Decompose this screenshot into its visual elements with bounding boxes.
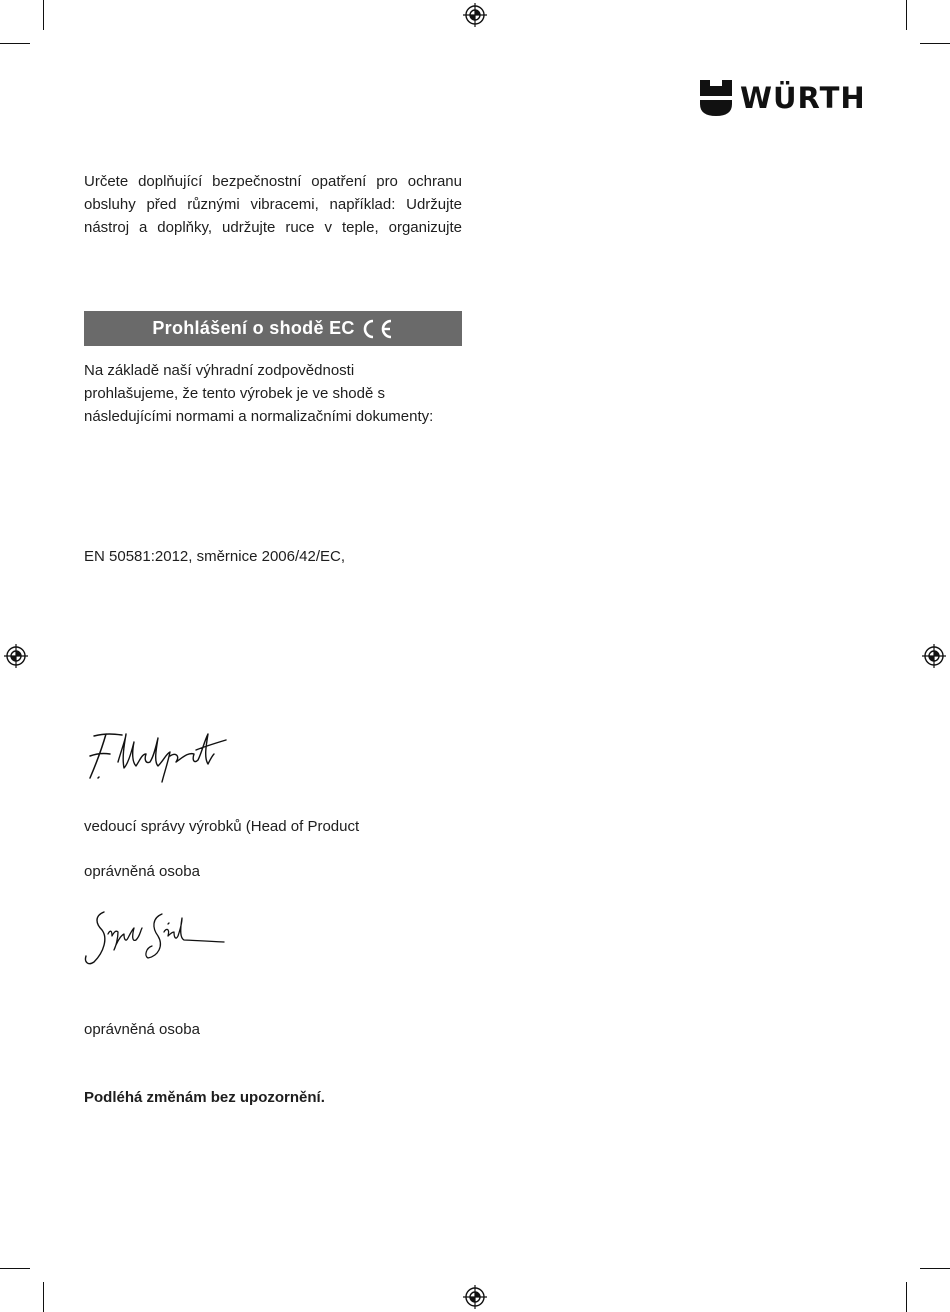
notice-text: Podléhá změnám bez upozornění. [84, 1089, 325, 1106]
crop-mark [906, 1282, 907, 1312]
paragraph-line: následujícími normami a normalizačními dokumenty: [84, 408, 434, 425]
brand-wordmark: WÜRTH [740, 81, 866, 115]
change-notice [84, 1086, 325, 1109]
crop-mark [43, 1282, 44, 1312]
wurth-castle-icon [700, 80, 732, 116]
paragraph-line: prohlašujeme, že tento výrobek je ve shodě s [84, 385, 386, 402]
declaration-title: Prohlášení o shodě EC [152, 318, 355, 338]
registration-mark-icon [463, 3, 487, 27]
ce-mark-icon [362, 319, 394, 339]
crop-mark [906, 0, 907, 30]
paragraph-line: obsluhy před různými vibracemi, například: Udržujte [84, 196, 462, 213]
registration-mark-icon [463, 1285, 487, 1309]
signature-1 [84, 728, 244, 784]
crop-mark [0, 1268, 30, 1269]
vibration-paragraph [84, 170, 462, 239]
crop-mark [920, 1268, 950, 1269]
role-text: oprávněná osoba [84, 1021, 200, 1038]
crop-mark [43, 0, 44, 30]
standards-text [84, 545, 345, 568]
signature-2 [82, 906, 232, 970]
signatory-role-2 [84, 860, 200, 883]
standards-line: EN 50581:2012, směrnice 2006/42/EC, [84, 548, 345, 565]
paragraph-line: nástroj a doplňky, udržujte ruce v teple, organizujte [84, 219, 462, 236]
crop-mark [0, 43, 30, 44]
crop-mark [920, 43, 950, 44]
signatory-role-3 [84, 1018, 200, 1041]
declaration-heading [84, 311, 462, 346]
paragraph-line: Na základě naší výhradní zodpovědnosti [84, 362, 355, 379]
registration-mark-icon [4, 644, 28, 668]
role-text: oprávněná osoba [84, 863, 200, 880]
role-text: vedoucí správy výrobků (Head of Product [84, 818, 360, 835]
registration-mark-icon [922, 644, 946, 668]
declaration-paragraph [84, 359, 433, 428]
paragraph-line: Určete doplňující bezpečnostní opatření pro ochranu [84, 173, 462, 190]
brand-logo [700, 80, 866, 116]
signatory-role-1 [84, 815, 359, 838]
